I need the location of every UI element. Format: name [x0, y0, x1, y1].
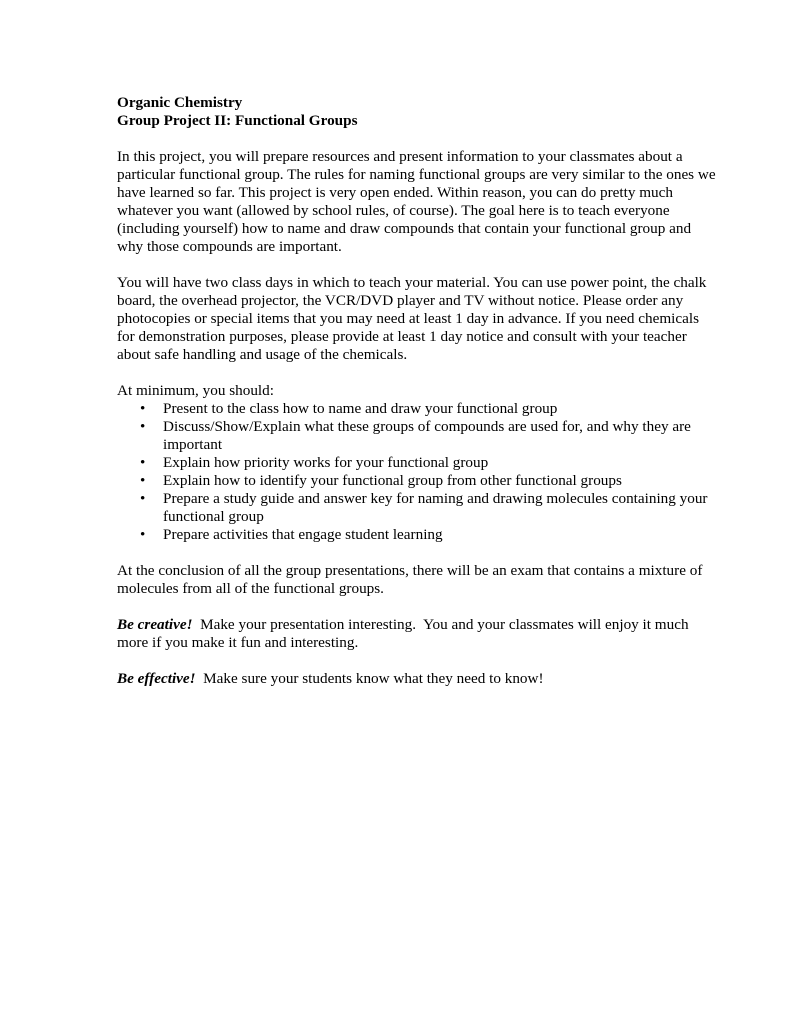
exam-paragraph: At the conclusion of all the group presentations, there will be an exam that contains a mixture of molecules from all of the functional groups. [117, 562, 703, 597]
bullet-icon: • [140, 454, 146, 471]
list-item [117, 400, 717, 418]
effective-lead: Be effective! [117, 670, 196, 687]
bullet-icon: • [140, 418, 146, 435]
intro-paragraph: In this project, you will prepare resources and present information to your classmates about a particular functional group. The rules for naming functional groups are very similar to the ones we have learned so far. This project is very open ended. Within reason, you can do pretty much whatever you want (allowed by school rules, of course). The goal here is to teach everyone (including yourself) how to name and draw compounds that contain your functional group and why those compounds are important. [117, 148, 716, 255]
list-item [117, 454, 717, 472]
logistics-paragraph: You will have two class days in which to teach your material. You can use power point, the chalk board, the overhead projector, the VCR/DVD player and TV without notice. Please order any photocopies or special items that you may need at least 1 day in advance. If you need chemicals for demonstration purposes, please provide at least 1 day notice and consult with your teacher about safe handling and usage of the chemicals. [117, 274, 707, 363]
bullet-icon: • [140, 490, 146, 507]
project-title: Group Project II: Functional Groups [117, 112, 358, 129]
creative-lead: Be creative! [117, 616, 193, 633]
creative-text: Make your presentation interesting. You and your classmates will enjoy it much more if you make it fun and interesting. [117, 616, 693, 651]
list-item [117, 526, 717, 544]
requirement-text: Prepare activities that engage student learning [163, 526, 443, 543]
effective-text: Make sure your students know what they need to know! [195, 670, 544, 687]
list-item [117, 490, 717, 526]
document-page [117, 94, 717, 688]
course-title: Organic Chemistry [117, 94, 243, 111]
list-item [117, 472, 717, 490]
requirement-text: Discuss/Show/Explain what these groups of compounds are used for, and why they are important [163, 418, 691, 453]
effective-paragraph [117, 670, 717, 688]
list-item [117, 418, 717, 454]
requirement-text: Present to the class how to name and draw your functional group [163, 400, 558, 417]
requirement-text: Prepare a study guide and answer key for naming and drawing molecules containing your functional group [163, 490, 708, 525]
minimum-intro: At minimum, you should: [117, 382, 274, 399]
requirement-text: Explain how to identify your functional group from other functional groups [163, 472, 622, 489]
creative-paragraph [117, 616, 717, 652]
requirement-text: Explain how priority works for your functional group [163, 454, 489, 471]
bullet-icon: • [140, 400, 146, 417]
bullet-icon: • [140, 472, 146, 489]
requirements-list [117, 400, 717, 544]
bullet-icon: • [140, 526, 146, 543]
